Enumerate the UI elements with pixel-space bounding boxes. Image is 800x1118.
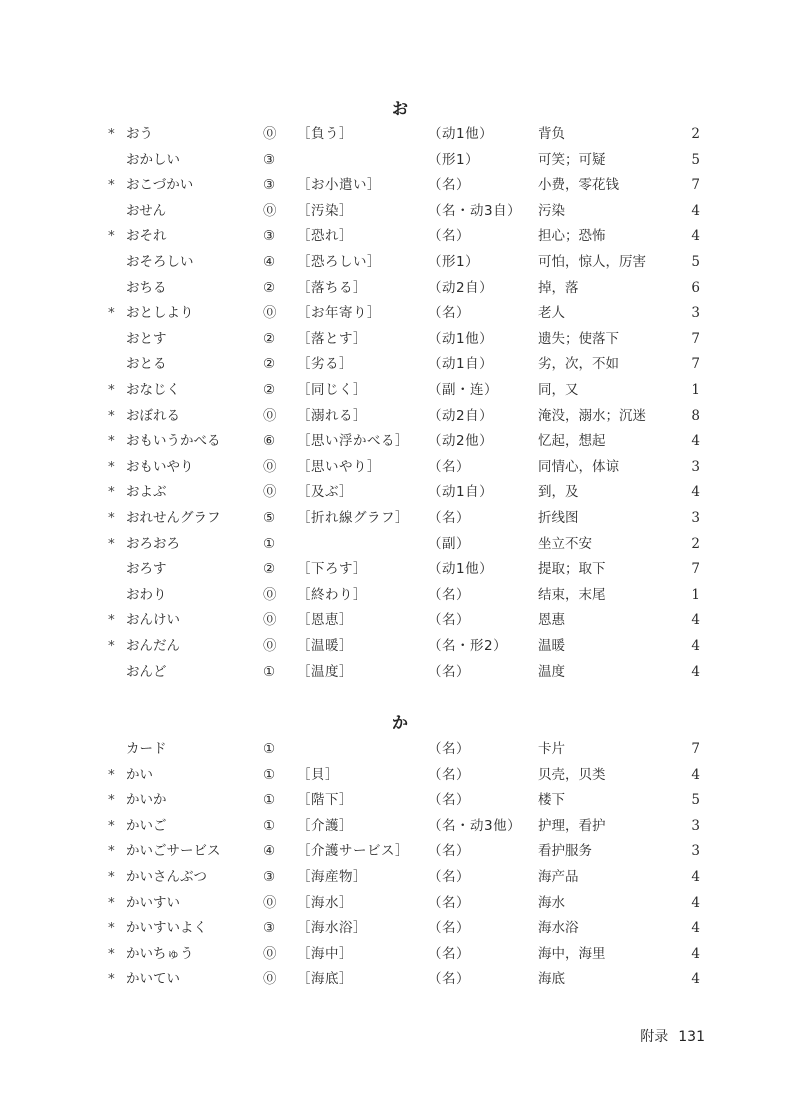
- glossary-entry: [0, 509, 800, 535]
- entry-pos: （名・动3自）: [428, 202, 522, 219]
- glossary-entry: [0, 407, 800, 433]
- entry-lesson: 3: [691, 305, 700, 322]
- entry-kanji: ［負う］: [297, 126, 353, 142]
- entry-lesson: 5: [691, 151, 700, 168]
- entry-lesson: 7: [691, 356, 700, 373]
- entry-kanji: ［恐ろしい］: [297, 254, 381, 270]
- glossary-entry: [0, 894, 800, 920]
- entry-meaning: 可怕，惊人，厉害: [538, 254, 646, 270]
- entry-accent: ⑤: [263, 510, 276, 526]
- entry-kanji: ［海底］: [297, 971, 353, 988]
- entry-accent: ②: [263, 561, 276, 578]
- star-mark: *: [108, 305, 115, 322]
- entry-reading: かい: [126, 766, 153, 783]
- entry-pos: （名）: [428, 766, 470, 783]
- star-mark: *: [108, 382, 115, 398]
- page-footer: [560, 1026, 705, 1046]
- star-mark: *: [108, 920, 115, 937]
- entry-lesson: 3: [691, 843, 700, 860]
- star-mark: *: [108, 971, 115, 988]
- star-mark: *: [108, 817, 115, 834]
- glossary-entry: [0, 381, 800, 407]
- entry-pos: （名）: [428, 510, 470, 526]
- entry-pos: （动1他）: [428, 330, 494, 347]
- entry-reading: おぼれる: [126, 407, 180, 424]
- entry-kanji: ［海中］: [297, 945, 353, 962]
- entry-accent: ①: [263, 817, 276, 834]
- entry-reading: おう: [126, 126, 153, 142]
- star-mark: *: [108, 126, 115, 142]
- entry-accent: ①: [263, 741, 276, 757]
- entry-accent: ⓪: [263, 586, 277, 603]
- glossary-entry: [0, 330, 800, 356]
- entry-accent: ②: [263, 330, 276, 347]
- entry-meaning: 担心；恐怖: [538, 228, 606, 245]
- entry-reading: おとしより: [126, 305, 194, 322]
- entry-accent: ④: [263, 254, 276, 270]
- entry-reading: おとる: [126, 356, 167, 373]
- entry-reading: おかしい: [126, 151, 180, 168]
- glossary-entry: [0, 355, 800, 381]
- entry-accent: ③: [263, 228, 276, 245]
- glossary-entry: [0, 791, 800, 817]
- entry-pos: （动2自）: [428, 279, 494, 296]
- entry-accent: ①: [263, 766, 276, 783]
- glossary-entry: [0, 535, 800, 561]
- entry-meaning: 海水: [538, 894, 565, 911]
- entry-meaning: 遗失；使落下: [538, 330, 619, 347]
- entry-reading: おもいやり: [126, 458, 194, 475]
- entry-lesson: 4: [691, 612, 700, 629]
- entry-reading: おそろしい: [126, 254, 194, 270]
- entry-kanji: ［落ちる］: [297, 279, 367, 296]
- entry-accent: ②: [263, 356, 276, 373]
- entry-pos: （名）: [428, 741, 470, 757]
- entry-kanji: ［温度］: [297, 663, 353, 680]
- entry-accent: ③: [263, 151, 276, 168]
- entry-lesson: 4: [691, 484, 700, 501]
- entry-reading: かいちゅう: [126, 945, 194, 962]
- entry-pos: （形1）: [428, 151, 480, 168]
- glossary-entry: [0, 817, 800, 843]
- entry-accent: ⓪: [263, 407, 277, 424]
- section-header: お: [391, 99, 408, 118]
- glossary-entry: [0, 176, 800, 202]
- glossary-entry: [0, 970, 800, 996]
- entry-kanji: ［及ぶ］: [297, 484, 353, 501]
- entry-kanji: ［溺れる］: [297, 407, 367, 424]
- entry-reading: かいさんぶつ: [126, 869, 207, 885]
- glossary-entry: [0, 304, 800, 330]
- entry-lesson: 7: [691, 177, 700, 194]
- entry-pos: （名・形2）: [428, 638, 508, 654]
- entry-lesson: 4: [691, 920, 700, 937]
- entry-kanji: ［思い浮かべる］: [297, 433, 409, 450]
- entry-reading: おこづかい: [126, 177, 194, 194]
- glossary-entry: [0, 202, 800, 228]
- entry-kanji: ［恐れ］: [297, 228, 353, 245]
- entry-lesson: 1: [691, 586, 700, 603]
- entry-reading: おんだん: [126, 638, 180, 654]
- entry-reading: おそれ: [126, 228, 167, 245]
- entry-meaning: 结束，末尾: [538, 586, 606, 603]
- entry-lesson: 6: [691, 279, 700, 296]
- entry-meaning: 淹没，溺水；沉迷: [538, 407, 646, 424]
- entry-accent: ⓪: [263, 638, 277, 654]
- entry-reading: おもいうかべる: [126, 433, 221, 450]
- entry-accent: ④: [263, 843, 276, 860]
- entry-pos: （名・动3他）: [428, 817, 522, 834]
- star-mark: *: [108, 510, 115, 526]
- entry-reading: おちる: [126, 279, 167, 296]
- entry-meaning: 同情心，体谅: [538, 458, 619, 475]
- entry-accent: ⓪: [263, 305, 277, 322]
- entry-reading: かいご: [126, 817, 167, 834]
- entry-reading: おわり: [126, 586, 167, 603]
- entry-meaning: 同，又: [538, 382, 579, 398]
- entry-kanji: ［劣る］: [297, 356, 353, 373]
- entry-pos: （名）: [428, 894, 470, 911]
- entry-pos: （名）: [428, 945, 470, 962]
- entry-pos: （动2他）: [428, 433, 494, 450]
- entry-meaning: 海中，海里: [538, 945, 606, 962]
- entry-kanji: ［お小遣い］: [297, 177, 381, 194]
- star-mark: *: [108, 458, 115, 475]
- entry-pos: （动1自）: [428, 356, 494, 373]
- glossary-entry: [0, 432, 800, 458]
- entry-kanji: ［階下］: [297, 792, 353, 809]
- entry-reading: おとす: [126, 330, 167, 347]
- entry-lesson: 4: [691, 894, 700, 911]
- entry-lesson: 8: [691, 407, 700, 424]
- star-mark: *: [108, 638, 115, 654]
- entry-kanji: ［下ろす］: [297, 561, 367, 578]
- glossary-entry: [0, 279, 800, 305]
- star-mark: *: [108, 484, 115, 501]
- glossary-entry: [0, 253, 800, 279]
- entry-meaning: 提取；取下: [538, 561, 606, 578]
- entry-reading: おんけい: [126, 612, 180, 629]
- glossary-entry: [0, 945, 800, 971]
- entry-pos: （动1他）: [428, 126, 494, 142]
- entry-kanji: ［恩恵］: [297, 612, 353, 629]
- star-mark: *: [108, 792, 115, 809]
- entry-lesson: 3: [691, 817, 700, 834]
- star-mark: *: [108, 407, 115, 424]
- entry-accent: ①: [263, 663, 276, 680]
- star-mark: *: [108, 612, 115, 629]
- glossary-entry: [0, 227, 800, 253]
- entry-accent: ①: [263, 535, 276, 552]
- entry-meaning: 看护服务: [538, 843, 592, 860]
- entry-meaning: 可笑；可疑: [538, 151, 606, 168]
- entry-meaning: 海产品: [538, 869, 579, 885]
- footer-label: 附录: [640, 1029, 669, 1045]
- entry-accent: ⓪: [263, 612, 277, 629]
- glossary-entry: [0, 868, 800, 894]
- glossary-entry: [0, 586, 800, 612]
- entry-pos: （名）: [428, 920, 470, 937]
- entry-lesson: 4: [691, 202, 700, 219]
- glossary-entry: [0, 663, 800, 689]
- entry-meaning: 劣，次，不如: [538, 356, 619, 373]
- entry-pos: （名）: [428, 177, 470, 194]
- entry-accent: ③: [263, 177, 276, 194]
- star-mark: *: [108, 177, 115, 194]
- entry-kanji: ［終わり］: [297, 586, 367, 603]
- glossary-entry: [0, 560, 800, 586]
- entry-kanji: ［海水］: [297, 894, 353, 911]
- entry-pos: （动1自）: [428, 484, 494, 501]
- entry-lesson: 7: [691, 741, 700, 757]
- entry-meaning: 温暖: [538, 638, 565, 654]
- entry-meaning: 污染: [538, 202, 565, 219]
- entry-accent: ⓪: [263, 202, 277, 219]
- entry-reading: およぶ: [126, 484, 167, 501]
- entry-pos: （名）: [428, 971, 470, 988]
- entry-lesson: 4: [691, 945, 700, 962]
- entry-reading: かいてい: [126, 971, 180, 988]
- entry-reading: おれせんグラフ: [126, 510, 221, 526]
- entry-pos: （名）: [428, 663, 470, 680]
- entry-meaning: 卡片: [538, 741, 565, 757]
- entry-lesson: 3: [691, 458, 700, 475]
- entry-pos: （名）: [428, 305, 470, 322]
- entry-lesson: 4: [691, 869, 700, 885]
- entry-meaning: 老人: [538, 305, 565, 322]
- star-mark: *: [108, 843, 115, 860]
- entry-accent: ②: [263, 279, 276, 296]
- entry-meaning: 忆起，想起: [538, 433, 606, 450]
- entry-pos: （动2自）: [428, 407, 494, 424]
- entry-lesson: 3: [691, 510, 700, 526]
- entry-kanji: ［海産物］: [297, 869, 367, 885]
- entry-lesson: 5: [691, 254, 700, 270]
- entry-reading: おろおろ: [126, 535, 180, 552]
- entry-meaning: 海底: [538, 971, 565, 988]
- star-mark: *: [108, 869, 115, 885]
- entry-meaning: 恩惠: [538, 612, 565, 629]
- entry-meaning: 折线图: [538, 510, 579, 526]
- entry-kanji: ［お年寄り］: [297, 305, 381, 322]
- entry-accent: ①: [263, 792, 276, 809]
- entry-lesson: 5: [691, 792, 700, 809]
- entry-kanji: ［折れ線グラフ］: [297, 510, 409, 526]
- star-mark: *: [108, 228, 115, 245]
- entry-reading: かいか: [126, 792, 167, 809]
- entry-accent: ⓪: [263, 458, 277, 475]
- entry-reading: カード: [126, 741, 167, 757]
- star-mark: *: [108, 535, 115, 552]
- entry-pos: （形1）: [428, 254, 480, 270]
- entry-kanji: ［温暖］: [297, 638, 353, 654]
- entry-accent: ⑥: [263, 433, 276, 450]
- entry-accent: ⓪: [263, 126, 277, 142]
- entry-lesson: 4: [691, 663, 700, 680]
- entry-kanji: ［同じく］: [297, 382, 367, 398]
- entry-pos: （名）: [428, 228, 470, 245]
- glossary-entry: [0, 483, 800, 509]
- entry-kanji: ［貝］: [297, 766, 339, 783]
- entry-accent: ⓪: [263, 971, 277, 988]
- entry-pos: （名）: [428, 458, 470, 475]
- entry-accent: ⓪: [263, 484, 277, 501]
- entry-pos: （名）: [428, 792, 470, 809]
- glossary-entry: [0, 919, 800, 945]
- glossary-entry: [0, 611, 800, 637]
- entry-kanji: ［汚染］: [297, 202, 353, 219]
- entry-lesson: 7: [691, 561, 700, 578]
- entry-meaning: 小费，零花钱: [538, 177, 619, 194]
- entry-meaning: 温度: [538, 663, 565, 680]
- entry-kanji: ［介護］: [297, 817, 353, 834]
- entry-reading: おせん: [126, 202, 167, 219]
- entry-pos: （副）: [428, 535, 470, 552]
- star-mark: *: [108, 433, 115, 450]
- entry-reading: かいすい: [126, 894, 180, 911]
- entry-meaning: 贝壳，贝类: [538, 766, 606, 783]
- entry-pos: （副・连）: [428, 382, 498, 398]
- entry-meaning: 海水浴: [538, 920, 579, 937]
- entry-lesson: 4: [691, 228, 700, 245]
- entry-pos: （名）: [428, 869, 470, 885]
- glossary-entry: [0, 151, 800, 177]
- glossary-entry: [0, 125, 800, 151]
- entry-lesson: 4: [691, 638, 700, 654]
- entry-pos: （名）: [428, 843, 470, 860]
- entry-meaning: 到，及: [538, 484, 579, 501]
- glossary-entry: [0, 458, 800, 484]
- entry-meaning: 坐立不安: [538, 535, 592, 552]
- entry-accent: ⓪: [263, 945, 277, 962]
- section-header: か: [391, 713, 408, 732]
- entry-accent: ③: [263, 920, 276, 937]
- entry-kanji: ［介護サービス］: [297, 843, 409, 860]
- entry-lesson: 4: [691, 766, 700, 783]
- star-mark: *: [108, 894, 115, 911]
- entry-meaning: 掉，落: [538, 279, 579, 296]
- entry-lesson: 4: [691, 433, 700, 450]
- entry-pos: （名）: [428, 586, 470, 603]
- entry-lesson: 7: [691, 330, 700, 347]
- entry-pos: （动1他）: [428, 561, 494, 578]
- entry-reading: おろす: [126, 561, 167, 578]
- entry-accent: ③: [263, 869, 276, 885]
- glossary-entry: [0, 842, 800, 868]
- entry-kanji: ［思いやり］: [297, 458, 381, 475]
- entry-lesson: 1: [691, 382, 700, 398]
- glossary-entry: [0, 766, 800, 792]
- entry-accent: ②: [263, 382, 276, 398]
- entry-lesson: 2: [691, 535, 700, 552]
- star-mark: *: [108, 945, 115, 962]
- glossary-entry: [0, 637, 800, 663]
- glossary-entry: [0, 740, 800, 766]
- entry-reading: おんど: [126, 663, 167, 680]
- entry-meaning: 背负: [538, 126, 565, 142]
- entry-kanji: ［落とす］: [297, 330, 367, 347]
- entry-accent: ⓪: [263, 894, 277, 911]
- entry-pos: （名）: [428, 612, 470, 629]
- page-number: 131: [678, 1029, 705, 1045]
- entry-meaning: 护理，看护: [538, 817, 606, 834]
- entry-kanji: ［海水浴］: [297, 920, 367, 937]
- entry-meaning: 楼下: [538, 792, 565, 809]
- entry-lesson: 4: [691, 971, 700, 988]
- entry-reading: おなじく: [126, 382, 180, 398]
- entry-reading: かいすいよく: [126, 920, 207, 937]
- entry-reading: かいごサービス: [126, 843, 221, 860]
- star-mark: *: [108, 766, 115, 783]
- entry-lesson: 2: [691, 126, 700, 142]
